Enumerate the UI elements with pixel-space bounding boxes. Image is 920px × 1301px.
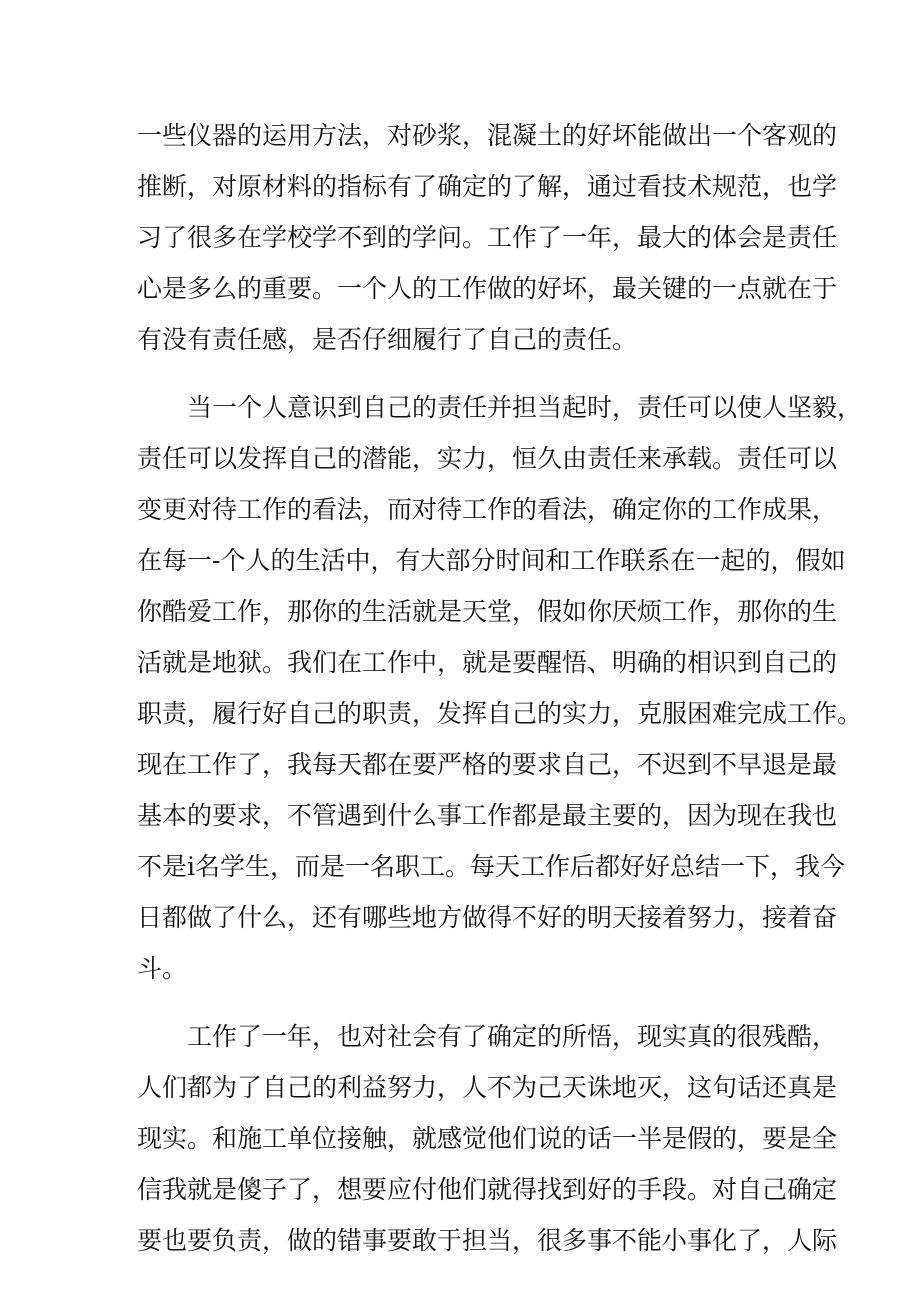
text-line: 日都做了什么，还有哪些地方做得不好的明天接着努力，接着奋 (137, 903, 838, 932)
text-line: 你酷爱工作，那你的生活就是天堂，假如你厌烦工作，那你的生 (137, 597, 838, 626)
text-line: 责任可以发挥自己的潜能，实力，恒久由责任来承载。责任可以 (137, 444, 838, 473)
text-line: 当一个人意识到自己的责任并担当起时，责任可以使人坚毅， (187, 393, 863, 422)
text-line: 变更对待工作的看法，而对待工作的看法，确定你的工作成果， (137, 495, 838, 524)
text-line: 职责，履行好自己的职责，发挥自己的实力，克服困难完成工作。 (137, 699, 863, 728)
text-line: 要也要负责，做的错事要敢于担当，很多事不能小事化了，人际 (137, 1226, 838, 1255)
paragraph-2 (137, 382, 863, 994)
text-line: 在每一-个人的生活中，有大部分时间和工作联系在一起的，假如 (137, 546, 846, 575)
body-text (137, 110, 863, 1266)
text-line: 工作了一年，也对社会有了确定的所悟，现实真的很残酷， (187, 1022, 838, 1051)
text-line: 习了很多在学校学不到的学问。工作了一年，最大的体会是责任 (137, 223, 838, 252)
text-line: 斗。 (137, 954, 188, 983)
text-line: 现实。和施工单位接触，就感觉他们说的话一半是假的，要是全 (137, 1124, 838, 1153)
text-line: 人们都为了自己的利益努力，人不为己天诛地灭，这句话还真是 (137, 1073, 838, 1102)
text-line: 有没有责任感，是否仔细履行了自己的责任。 (137, 325, 638, 354)
text-line: 活就是地狱。我们在工作中，就是要醒悟、明确的相识到自己的 (137, 648, 838, 677)
paragraph-gap (137, 994, 797, 1011)
paragraph-1 (137, 110, 838, 365)
text-line: 不是i名学生，而是一名职工。每天工作后都好好总结一下，我今 (137, 852, 845, 881)
text-line: 信我就是傻子了，想要应付他们就得找到好的手段。对自己确定 (137, 1175, 838, 1204)
text-line: 现在工作了，我每天都在要严格的要求自己，不迟到不早退是最 (137, 750, 838, 779)
paragraph-gap (137, 365, 797, 382)
text-line: 基本的要求，不管遇到什么事工作都是最主要的，因为现在我也 (137, 801, 838, 830)
text-line: 一些仪器的运用方法，对砂浆，混凝土的好坏能做出一个客观的 (137, 121, 838, 150)
text-line: 心是多么的重要。一个人的工作做的好坏，最关键的一点就在于 (137, 274, 838, 303)
paragraph-3 (137, 1011, 838, 1266)
text-line: 推断，对原材料的指标有了确定的了解，通过看技术规范，也学 (137, 172, 838, 201)
